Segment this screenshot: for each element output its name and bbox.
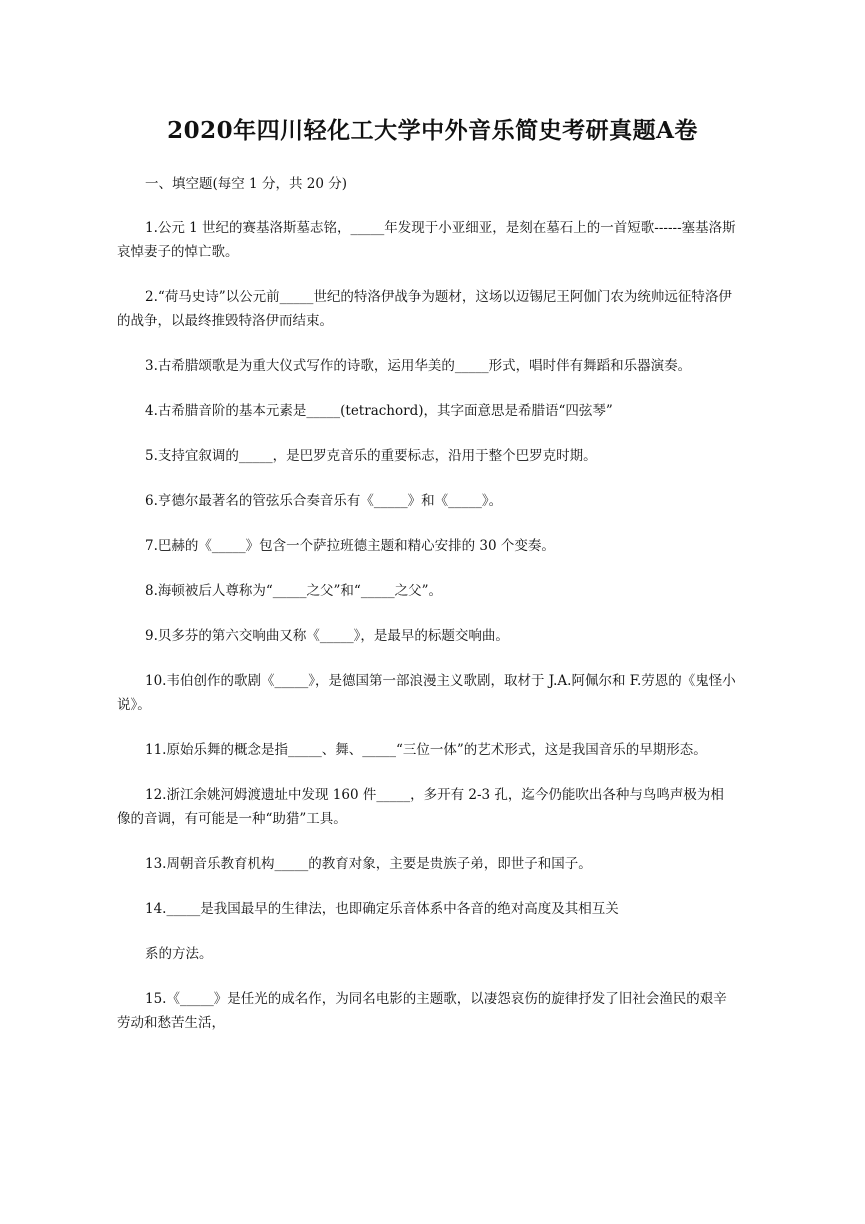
question-9: 9.贝多芬的第六交响曲又称《_____》，是最早的标题交响曲。 [145, 628, 509, 644]
question-5: 5.支持宜叙调的_____，是巴罗克音乐的重要标志，沿用于整个巴罗克时期。 [145, 448, 597, 464]
question-1: 1.公元 1 世纪的赛基洛斯墓志铭，_____年发现于小亚细亚，是刻在墓石上的一首短歌------塞基洛斯哀悼妻子的悼亡歌。 [117, 220, 736, 260]
document-title: 2020年四川轻化工大学中外音乐简史考研真题A卷 [167, 117, 698, 144]
question-3: 3.古希腊颂歌是为重大仪式写作的诗歌，运用华美的_____形式，唱时伴有舞蹈和乐器演奏。 [145, 358, 692, 374]
question-11: 11.原始乐舞的概念是指_____、舞、_____“三位一体”的艺术形式，这是我国音乐的早期形态。 [145, 742, 707, 758]
question-2: 2.“荷马史诗”以公元前_____世纪的特洛伊战争为题材，这场以迈锡尼王阿伽门农为统帅远征特洛伊的战争，以最终推毁特洛伊而结束。 [117, 289, 732, 329]
question-10: 10.韦伯创作的歌剧《_____》，是德国第一部浪漫主义歌剧，取材于 J.A.阿佩尔和 F.劳恩的《鬼怪小说》。 [117, 673, 736, 713]
question-14: 14._____是我国最早的生律法，也即确定乐音体系中各音的绝对高度及其相互关 [145, 901, 619, 917]
question-15: 15.《_____》是任光的成名作，为同名电影的主题歌，以凄怨哀伤的旋律抒发了旧社会渔民的艰辛劳动和愁苦生活， [117, 991, 727, 1031]
question-7: 7.巴赫的《_____》包含一个萨拉班德主题和精心安排的 30 个变奏。 [145, 538, 555, 554]
question-14-continuation: 系的方法。 [145, 946, 213, 962]
question-13: 13.周朝音乐教育机构_____的教育对象，主要是贵族子弟，即世子和国子。 [145, 856, 592, 872]
section-heading: 一、填空题(每空 1 分，共 20 分) [145, 176, 347, 192]
document-body [117, 172, 737, 1056]
question-8: 8.海顿被后人尊称为“_____之父”和“_____之父”。 [145, 583, 442, 599]
question-4: 4.古希腊音阶的基本元素是_____(tetrachord)，其字面意思是希腊语“四弦琴” [145, 403, 613, 419]
question-12: 12.浙江余姚河姆渡遗址中发现 160 件_____，多开有 2-3 孔，迄今仍能吹出各种与鸟鸣声极为相像的音调，有可能是一种“助猎”工具。 [117, 787, 724, 827]
question-6: 6.亨德尔最著名的管弦乐合奏音乐有《_____》和《_____》。 [145, 493, 503, 509]
